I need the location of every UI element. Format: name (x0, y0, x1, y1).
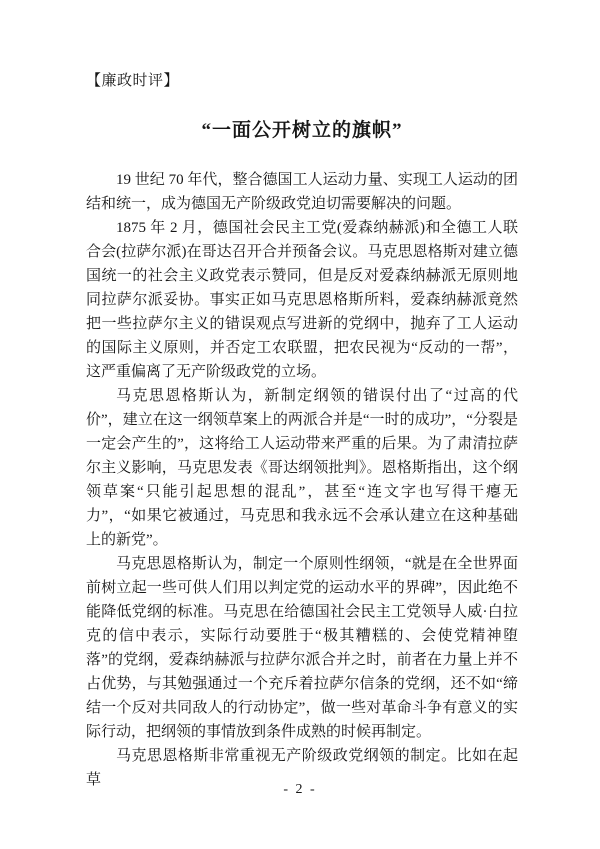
paragraph-2: 1875 年 2 月，德国社会民主工党(爱森纳赫派)和全德工人联合会(拉萨尔派)在哥达召开合并预备会议。马克思恩格斯对建立德国统一的社会主义政党表示赞同，但是反对爱森纳赫派无原则地同拉萨尔派妥协。事实正如马克思恩格斯所料，爱森纳赫派竟然把一些拉萨尔主义的错误观点写进新的党纲中，抛弃了工人运动的国际主义原则，并否定工农联盟，把农民视为“反动的一帮”，这严重偏离了无产阶级政党的立场。 (86, 220, 518, 380)
article-body (86, 168, 518, 792)
paragraph-1: 19 世纪 70 年代，整合德国工人运动力量、实现工人运动的团结和统一，成为德国无产阶级政党迫切需要解决的问题。 (86, 172, 518, 212)
paragraph-4: 马克思恩格斯认为，制定一个原则性纲领，“就是在全世界面前树立起一些可供人们用以判定党的运动水平的界碑”，因此绝不能降低党纲的标准。马克思在给德国社会民主工党领导人威·白拉克的信中表示，实际行动要胜于“极其糟糕的、会使党精神堕落”的党纲，爱森纳赫派与拉萨尔派合并之时，前者在力量上并不占优势，与其勉强通过一个充斥着拉萨尔信条的党纲，还不如“缔结一个反对共同敌人的行动协定”，做一些对革命斗争有意义的实际行动，把纲领的事情放到条件成熟的时候再制定。 (86, 556, 518, 740)
column-header: 【廉政时评】 (86, 73, 180, 89)
paragraph-5: 马克思恩格斯非常重视无产阶级政党纲领的制定。比如在起草 (86, 748, 518, 788)
page-number: - 2 - (283, 782, 317, 797)
paragraph-3: 马克思恩格斯认为，新制定纲领的错误付出了“过高的代价”，建立在这一纲领草案上的两派合并是“一时的成功”，“分裂是一定会产生的”，这将给工人运动带来严重的后果。为了肃清拉萨尔主义影响，马克思发表《哥达纲领批判》。恩格斯指出，这个纲领草案“只能引起思想的混乱”，甚至“连文字也写得干瘪无力”，“如果它被通过，马克思和我永远不会承认建立在这种基础上的新党”。 (86, 388, 518, 548)
article-title: “一面公开树立的旗帜” (201, 120, 403, 141)
